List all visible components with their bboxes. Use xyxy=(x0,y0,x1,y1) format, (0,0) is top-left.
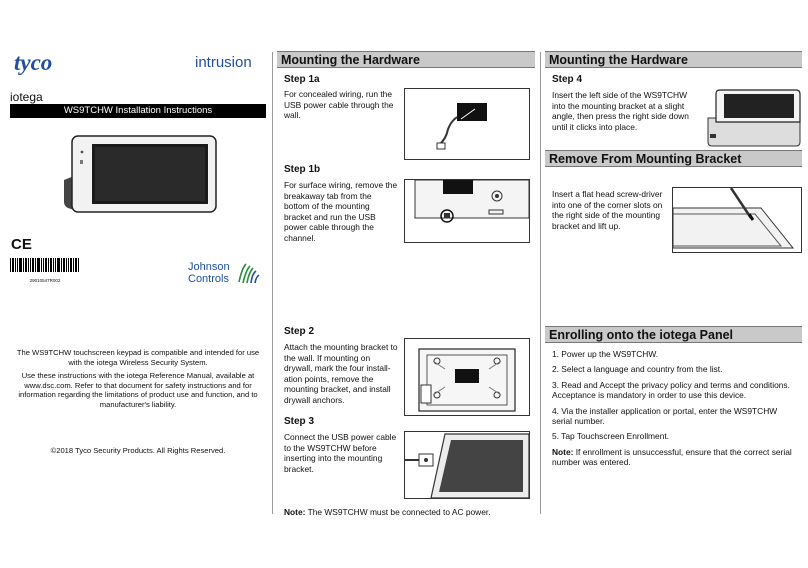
step-4-illustration xyxy=(704,84,804,148)
brand-tag: intrusion xyxy=(195,54,252,71)
enrolling-heading: Enrolling onto the iotega Panel xyxy=(545,326,802,343)
step-1a-label: Step 1a xyxy=(284,74,320,85)
step-1a-text: For concealed wiring, run the USB power cable through the wall. xyxy=(284,89,394,121)
step-1b-text: For surface wiring, remove the breakaway tab from the bottom of the mounting bracket and run the USB power cable through the channel. xyxy=(284,180,398,243)
step-4-label: Step 4 xyxy=(552,74,583,85)
remove-bracket-illustration xyxy=(672,187,802,253)
step-3-illustration xyxy=(404,431,530,499)
doc-title-bar: WS9TCHW Installation Instructions xyxy=(10,104,266,118)
step-3-text: Connect the USB power cable to the WS9TCHW before inserting into the mounting bracket. xyxy=(284,432,397,474)
tyco-logo: tyco xyxy=(14,50,53,75)
keypad-device-image xyxy=(60,132,220,214)
remove-bracket-heading: Remove From Mounting Bracket xyxy=(545,150,802,167)
product-name: iotega xyxy=(10,90,43,104)
enroll-step: 3. Read and Accept the privacy policy and terms and conditions. Acceptance is mandatory in order to use this device. xyxy=(552,379,790,401)
column-divider xyxy=(540,52,541,514)
enroll-step: 5. Tap Touchscreen Enrollment. xyxy=(552,431,670,442)
step-3-label: Step 3 xyxy=(284,416,315,427)
reference-paragraph: Use these instructions with the iotega Reference Manual, available at www.dsc.com. Refer to that document for safety instructions and for information regarding the limitations of product use and function, and to manufacturer's liability. xyxy=(18,371,258,409)
enroll-step: 4. Via the installer application or portal, enter the WS9TCHW serial number. xyxy=(552,405,778,427)
enroll-step: 1. Power up the WS9TCHW. xyxy=(552,349,659,359)
enroll-step: 2. Select a language and country from the list. xyxy=(552,364,723,375)
ac-power-note: Note: The WS9TCHW must be connected to AC power. xyxy=(284,507,491,517)
column-divider xyxy=(272,52,273,514)
step-1b-illustration xyxy=(404,179,530,243)
step-1a-illustration xyxy=(404,88,530,160)
johnson-controls-logo: Johnson Controls xyxy=(188,262,268,292)
barcode-number: 29010547R002 xyxy=(29,278,61,283)
enroll-note: Note: If enrollment is unsuccessful, ensure that the correct serial number was entered. xyxy=(552,446,792,468)
barcode xyxy=(10,258,80,283)
compatibility-paragraph: The WS9TCHW touchscreen keypad is compatible and intended for use with the iotega Wireless Security System. xyxy=(16,348,260,367)
remove-bracket-text: Insert a flat head screw-driver into one of the corner slots on the right side of the mounting bracket and lift up. xyxy=(552,189,663,231)
step-4-text: Insert the left side of the WS9TCHW into the mounting bracket at a slight angle, then press the right side down until it clicks into place. xyxy=(552,90,689,132)
enroll-steps-list xyxy=(552,349,796,468)
step-2-label: Step 2 xyxy=(284,326,315,337)
step-2-illustration xyxy=(404,338,530,416)
step-1b-label: Step 1b xyxy=(284,164,321,175)
copyright: ©2018 Tyco Security Products. All Rights Reserved. xyxy=(50,446,226,455)
ce-mark: CE xyxy=(11,236,32,253)
jci-swirl-icon xyxy=(236,262,260,286)
step-2-text: Attach the mounting bracket to the wall. If mounting on drywall, mark the four install-ation points, remove the mounting bracket, and install drywall anchors. xyxy=(284,342,398,405)
mounting-hardware-heading: Mounting the Hardware xyxy=(277,51,535,68)
mounting-hardware-heading-right: Mounting the Hardware xyxy=(545,51,802,68)
